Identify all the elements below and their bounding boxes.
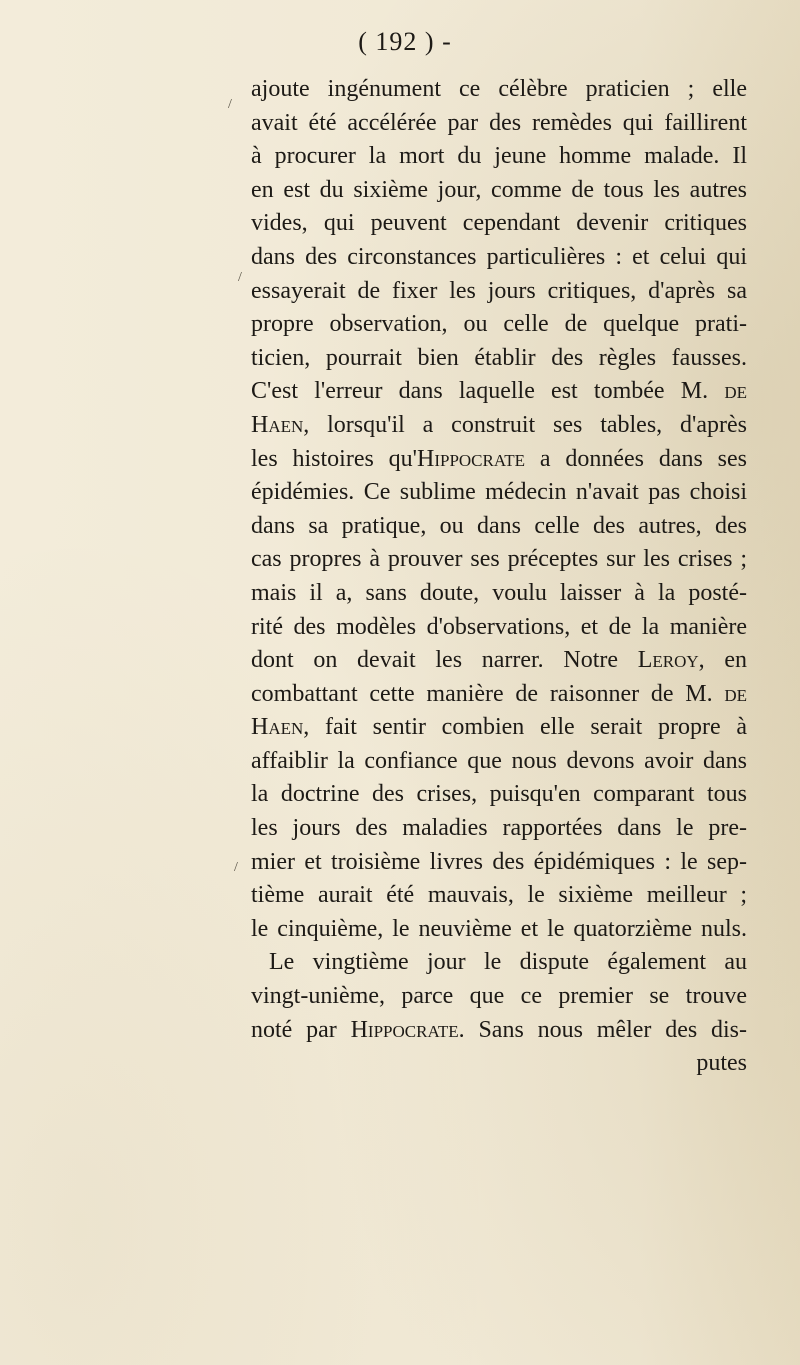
text-line: [251, 275, 747, 309]
text-segment: vingt-unième, parce que ce premier se trouve: [251, 983, 747, 1010]
text-segment: épidémies. Ce sublime médecin n'avait pas choisi: [251, 479, 747, 506]
text-segment: la doctrine des crises, puisqu'en comparant tous: [251, 781, 747, 808]
text-line: [251, 241, 747, 275]
text-line: [251, 140, 747, 174]
text-line: [251, 711, 747, 745]
small-caps-name: Haen: [251, 714, 304, 741]
text-line: [251, 577, 747, 611]
margin-mark: /: [228, 97, 232, 112]
text-line: [251, 1014, 747, 1048]
text-segment: dans sa pratique, ou dans celle des autres, des: [251, 512, 747, 539]
text-line: [251, 174, 747, 208]
text-segment: , fait sentir combien elle serait propre à: [303, 714, 747, 741]
small-caps-name: de: [724, 680, 747, 707]
text-line: [251, 443, 747, 477]
text-line: [251, 73, 747, 107]
text-line: [251, 207, 747, 241]
small-caps-name: Haen: [251, 411, 304, 438]
text-segment: propre observation, ou celle de quelque prati-: [251, 311, 747, 338]
text-segment: les histoires qu': [251, 445, 417, 472]
small-caps-name: Hippocrate: [417, 445, 526, 472]
text-line: [251, 107, 747, 141]
text-segment: ticien, pourrait bien établir des règles fausses.: [251, 344, 747, 371]
small-caps-name: Leroy: [637, 647, 699, 674]
text-segment: combattant cette manière de raisonner de M.: [251, 680, 725, 707]
text-segment: les jours des maladies rapportées dans le pre-: [251, 815, 747, 842]
text-line: [251, 543, 747, 577]
text-line: [251, 879, 747, 913]
text-line: [251, 778, 747, 812]
body-text: [251, 73, 747, 1081]
text-segment: avait été accélérée par des remèdes qui faillirent: [251, 109, 747, 136]
margin-mark: /: [238, 270, 242, 285]
text-line: [251, 510, 747, 544]
text-line: [251, 342, 747, 376]
text-segment: Le vingtième jour le dispute également au: [269, 949, 747, 976]
text-segment: dans des circonstances particulières : et celui qui: [251, 243, 747, 270]
text-line: [251, 308, 747, 342]
text-segment: à procurer la mort du jeune homme malade. Il: [251, 143, 747, 170]
text-line: [251, 678, 747, 712]
text-segment: C'est l'erreur dans laquelle est tombée M.: [251, 378, 725, 405]
text-line: [251, 812, 747, 846]
text-segment: ajoute ingénument ce célèbre praticien ; elle: [251, 76, 747, 102]
text-segment: cas propres à prouver ses préceptes sur les crises ;: [251, 546, 747, 573]
text-segment: mais il a, sans doute, voulu laisser à la posté-: [251, 579, 747, 606]
text-segment: affaiblir la confiance que nous devons avoir dans: [251, 747, 747, 774]
text-segment: rité des modèles d'observations, et de la manière: [251, 613, 747, 640]
catchword: putes: [696, 1050, 747, 1077]
margin-mark: /: [234, 860, 238, 875]
page-number: ( 192 ) -: [358, 27, 452, 56]
text-line: [251, 913, 747, 947]
text-line: [251, 476, 747, 510]
text-line: [251, 846, 747, 880]
text-line: [251, 644, 747, 678]
text-segment: noté par: [251, 1016, 351, 1043]
text-segment: dont on devait les narrer. Notre: [251, 647, 638, 674]
text-line: [251, 409, 747, 443]
text-segment: en est du sixième jour, comme de tous les autres: [251, 176, 747, 203]
text-segment: , en: [698, 647, 747, 674]
text-segment: tième aurait été mauvais, le sixième meilleur ;: [251, 882, 747, 909]
small-caps-name: de: [724, 378, 747, 405]
text-line: [251, 745, 747, 779]
text-segment: a données dans ses: [525, 445, 748, 472]
text-segment: essayerait de fixer les jours critiques, d'après sa: [251, 277, 747, 304]
text-segment: , lorsqu'il a construit ses tables, d'après: [303, 411, 747, 438]
text-line: [251, 946, 747, 980]
page-header: [0, 27, 800, 57]
text-line: [251, 375, 747, 409]
text-segment: le cinquième, le neuvième et le quatorzième nuls.: [251, 915, 747, 942]
text-segment: . Sans nous mêler des dis-: [458, 1016, 747, 1043]
text-line: [251, 611, 747, 645]
small-caps-name: Hippocrate: [350, 1016, 459, 1043]
text-line: [251, 980, 747, 1014]
text-segment: mier et troisième livres des épidémiques : le sep-: [251, 848, 747, 875]
text-segment: vides, qui peuvent cependant devenir critiques: [251, 210, 747, 237]
